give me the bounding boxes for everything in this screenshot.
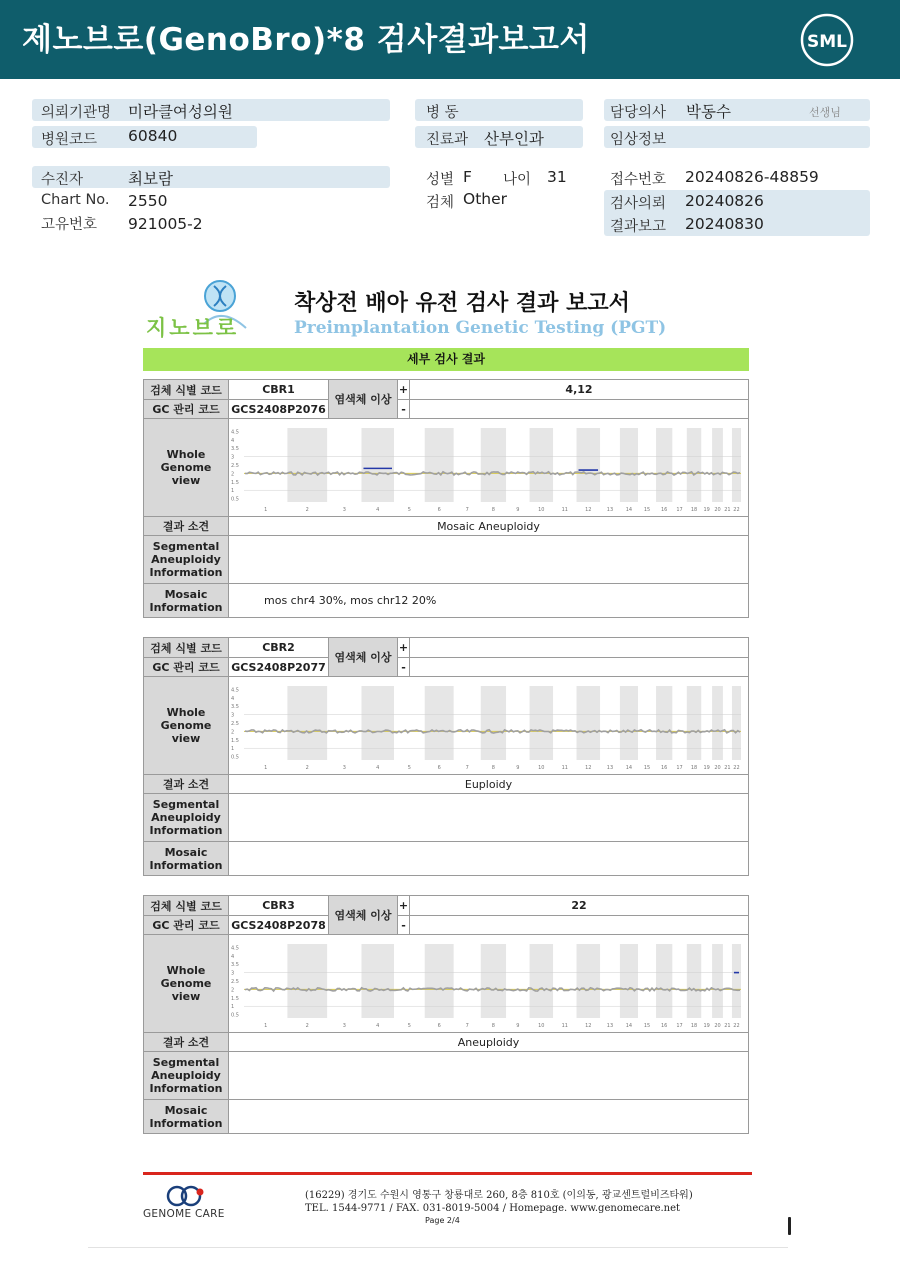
x-tick-label: 17 xyxy=(676,1022,683,1029)
chromosome-band xyxy=(687,428,701,502)
report-label: 결과보고 xyxy=(610,219,667,235)
chromosome-band xyxy=(361,944,394,1018)
y-tick-label: 4.5 xyxy=(231,428,239,435)
x-tick-label: 20 xyxy=(714,1022,721,1029)
result-table xyxy=(143,637,749,876)
y-tick-label: 1.5 xyxy=(231,479,239,486)
x-tick-label: 9 xyxy=(516,764,520,771)
sex-value: F xyxy=(463,168,472,186)
x-tick-label: 17 xyxy=(676,764,683,771)
unique-no-value: 921005-2 xyxy=(128,215,203,233)
x-tick-label: 19 xyxy=(703,1022,710,1029)
y-tick-label: 0.5 xyxy=(231,1012,239,1019)
loss-value xyxy=(410,658,749,677)
x-tick-label: 21 xyxy=(724,506,731,513)
chart-no-label: Chart No. xyxy=(41,192,110,208)
pgt-subtitle: Preimplantation Genetic Testing (PGT) xyxy=(294,318,667,338)
chromosome-band xyxy=(287,428,327,502)
age-label: 나이 xyxy=(503,172,532,188)
chromosome-band xyxy=(687,686,701,760)
x-tick-label: 1 xyxy=(264,764,268,771)
segmental-label: Segmental Aneuploidy Information xyxy=(144,536,229,584)
x-tick-label: 19 xyxy=(703,764,710,771)
x-tick-label: 13 xyxy=(606,764,614,771)
report-title: 제노브로(GenoBro)*8 검사결과보고서 xyxy=(22,22,590,58)
x-tick-label: 8 xyxy=(491,764,495,771)
x-tick-label: 3 xyxy=(342,506,346,513)
result-table xyxy=(143,379,749,618)
y-tick-label: 2 xyxy=(231,470,235,477)
y-tick-label: 3.5 xyxy=(231,703,239,710)
y-tick-label: 1 xyxy=(231,487,235,494)
specimen-code-value: CBR1 xyxy=(229,380,329,400)
specimen-code-value: CBR3 xyxy=(229,896,329,916)
x-tick-label: 15 xyxy=(643,764,651,771)
contact-line: TEL. 1544-9771 / FAX. 031-8019-5004 / Homepage. www.genomecare.net xyxy=(305,1203,681,1214)
result-label: 결과 소견 xyxy=(144,1033,229,1052)
receipt-value: 20240826-48859 xyxy=(685,168,819,186)
y-tick-label: 4 xyxy=(231,953,235,960)
x-tick-label: 21 xyxy=(724,1022,731,1029)
x-tick-label: 11 xyxy=(561,764,568,771)
x-tick-label: 10 xyxy=(538,764,545,771)
y-tick-label: 2.5 xyxy=(231,720,239,727)
x-tick-label: 1 xyxy=(264,506,268,513)
gc-code-value: GCS2408P2078 xyxy=(229,916,329,935)
segmental-value xyxy=(229,536,749,584)
x-tick-label: 6 xyxy=(437,506,441,513)
y-tick-label: 1.5 xyxy=(231,737,239,744)
loss-sign: - xyxy=(398,916,410,935)
sml-logo-text: SML xyxy=(807,32,847,52)
y-tick-label: 2 xyxy=(231,728,235,735)
x-tick-label: 3 xyxy=(342,764,346,771)
chromosome-band xyxy=(287,686,327,760)
chromosome-band xyxy=(530,428,553,502)
result-label: 결과 소견 xyxy=(144,517,229,536)
y-tick-label: 3.5 xyxy=(231,961,239,968)
x-tick-label: 4 xyxy=(376,764,380,771)
x-tick-label: 14 xyxy=(625,506,633,513)
x-tick-label: 12 xyxy=(585,764,592,771)
chromosome-band xyxy=(620,944,638,1018)
whole-genome-plot xyxy=(229,677,749,775)
loss-value xyxy=(410,916,749,935)
chromosome-band xyxy=(530,686,553,760)
x-tick-label: 11 xyxy=(561,1022,568,1029)
chromosome-band xyxy=(481,428,506,502)
y-tick-label: 1.5 xyxy=(231,995,239,1002)
x-tick-label: 5 xyxy=(407,764,411,771)
x-tick-label: 4 xyxy=(376,506,380,513)
x-tick-label: 3 xyxy=(342,1022,346,1029)
mosaic-label: Mosaic Information xyxy=(144,1100,229,1134)
chromosome-band xyxy=(656,428,672,502)
doctor-label: 담당의사 xyxy=(610,105,667,121)
whole-genome-label: Whole Genome view xyxy=(144,419,229,517)
doctor-suffix: 선생님 xyxy=(809,106,841,119)
footer-address xyxy=(305,1186,693,1214)
subject-label: 수진자 xyxy=(41,172,84,188)
institution-value: 미라클여성의원 xyxy=(128,103,233,121)
chromosome-band xyxy=(361,686,394,760)
pgt-title: 착상전 배아 유전 검사 결과 보고서 xyxy=(294,291,630,316)
x-tick-label: 21 xyxy=(724,764,731,771)
x-tick-label: 20 xyxy=(714,506,721,513)
gain-sign: + xyxy=(398,380,410,400)
x-tick-label: 13 xyxy=(606,1022,614,1029)
whole-genome-plot xyxy=(229,935,749,1033)
y-tick-label: 4.5 xyxy=(231,686,239,693)
y-tick-label: 0.5 xyxy=(231,496,239,503)
result-block xyxy=(143,637,749,876)
unique-no-label: 고유번호 xyxy=(41,217,98,233)
whole-genome-label: Whole Genome view xyxy=(144,935,229,1033)
segmental-value xyxy=(229,1052,749,1100)
mosaic-label: Mosaic Information xyxy=(144,584,229,618)
mosaic-value xyxy=(229,842,749,876)
company-name: GENOME CARE xyxy=(143,1208,225,1220)
x-tick-label: 8 xyxy=(491,1022,495,1029)
x-tick-label: 17 xyxy=(676,506,683,513)
loss-sign: - xyxy=(398,658,410,677)
x-tick-label: 7 xyxy=(465,506,469,513)
x-tick-label: 15 xyxy=(643,1022,651,1029)
x-tick-label: 22 xyxy=(733,764,740,771)
chromosome-band xyxy=(732,686,741,760)
gc-code-label: GC 관리 코드 xyxy=(144,658,229,677)
gain-value: 22 xyxy=(410,896,749,916)
x-tick-label: 9 xyxy=(516,506,520,513)
x-tick-label: 10 xyxy=(538,506,545,513)
segmental-label: Segmental Aneuploidy Information xyxy=(144,1052,229,1100)
subject-value: 최보람 xyxy=(128,170,173,188)
chromosome-band xyxy=(361,428,394,502)
specimen-code-label: 검체 식별 코드 xyxy=(144,638,229,658)
address-line: (16229) 경기도 수원시 영통구 창룡대로 260, 8층 810호 (이의동, 광교센트럴비즈타워) xyxy=(305,1190,693,1201)
gain-sign: + xyxy=(398,896,410,916)
chrom-abnormal-label: 염색체 이상 xyxy=(329,638,398,677)
segmental-value xyxy=(229,794,749,842)
bottom-divider xyxy=(88,1247,788,1248)
genome-plot-svg xyxy=(229,936,749,1032)
x-tick-label: 14 xyxy=(625,764,633,771)
gc-code-label: GC 관리 코드 xyxy=(144,916,229,935)
chromosome-band xyxy=(481,944,506,1018)
chromosome-band xyxy=(687,944,701,1018)
loss-value xyxy=(410,400,749,419)
gc-code-label: GC 관리 코드 xyxy=(144,400,229,419)
x-tick-label: 5 xyxy=(407,506,411,513)
x-tick-label: 22 xyxy=(733,506,740,513)
specimen-code-value: CBR2 xyxy=(229,638,329,658)
chromosome-band xyxy=(577,428,600,502)
x-tick-label: 6 xyxy=(437,1022,441,1029)
chromosome-band xyxy=(481,686,506,760)
mosaic-value xyxy=(229,1100,749,1134)
chromosome-band xyxy=(732,944,741,1018)
x-tick-label: 1 xyxy=(264,1022,268,1029)
result-finding: Aneuploidy xyxy=(229,1033,749,1052)
x-tick-label: 7 xyxy=(465,764,469,771)
y-tick-label: 0.5 xyxy=(231,754,239,761)
x-tick-label: 16 xyxy=(661,764,668,771)
y-tick-label: 3 xyxy=(231,712,235,719)
sml-logo xyxy=(799,12,855,68)
specimen-code-label: 검체 식별 코드 xyxy=(144,380,229,400)
result-finding: Mosaic Aneuploidy xyxy=(229,517,749,536)
result-block xyxy=(143,895,749,1134)
department-value: 산부인과 xyxy=(484,130,544,148)
chromosome-band xyxy=(620,428,638,502)
x-tick-label: 6 xyxy=(437,764,441,771)
x-tick-label: 18 xyxy=(690,764,698,771)
x-tick-label: 4 xyxy=(376,1022,380,1029)
hospital-code-label: 병원코드 xyxy=(41,132,98,148)
x-tick-label: 12 xyxy=(585,1022,592,1029)
x-tick-label: 11 xyxy=(561,506,568,513)
section-banner: 세부 검사 결과 xyxy=(143,348,749,371)
y-tick-label: 3 xyxy=(231,970,235,977)
specimen-label: 검체 xyxy=(426,195,455,211)
footer-divider xyxy=(143,1172,752,1175)
x-tick-label: 15 xyxy=(643,506,651,513)
chrom-abnormal-label: 염색체 이상 xyxy=(329,380,398,419)
genobro-logo-text: 지노브로 xyxy=(146,316,240,340)
x-tick-label: 16 xyxy=(661,506,668,513)
x-tick-label: 18 xyxy=(690,506,698,513)
result-block xyxy=(143,379,749,618)
x-tick-label: 9 xyxy=(516,1022,520,1029)
gain-sign: + xyxy=(398,638,410,658)
gc-code-value: GCS2408P2076 xyxy=(229,400,329,419)
chromosome-band xyxy=(577,686,600,760)
chromosome-band xyxy=(712,686,723,760)
whole-genome-plot xyxy=(229,419,749,517)
gain-value xyxy=(410,638,749,658)
x-tick-label: 10 xyxy=(538,1022,545,1029)
y-tick-label: 3.5 xyxy=(231,445,239,452)
result-table xyxy=(143,895,749,1134)
x-tick-label: 8 xyxy=(491,506,495,513)
x-tick-label: 5 xyxy=(407,1022,411,1029)
sex-label: 성별 xyxy=(426,172,455,188)
doctor-value: 박동수 xyxy=(686,103,731,121)
x-tick-label: 20 xyxy=(714,764,721,771)
x-tick-label: 14 xyxy=(625,1022,633,1029)
chart-no-value: 2550 xyxy=(128,192,168,210)
chromosome-band xyxy=(425,428,454,502)
specimen-code-label: 검체 식별 코드 xyxy=(144,896,229,916)
clinical-info-label: 임상정보 xyxy=(610,132,667,148)
y-tick-label: 4 xyxy=(231,437,235,444)
genome-plot-svg xyxy=(229,420,749,516)
x-tick-label: 2 xyxy=(305,506,309,513)
department-label: 진료과 xyxy=(426,132,469,148)
whole-genome-label: Whole Genome view xyxy=(144,677,229,775)
y-tick-label: 1 xyxy=(231,745,235,752)
y-tick-label: 3 xyxy=(231,454,235,461)
chromosome-band xyxy=(425,944,454,1018)
x-tick-label: 13 xyxy=(606,506,614,513)
y-tick-label: 2 xyxy=(231,986,235,993)
mosaic-value: mos chr4 30%, mos chr12 20% xyxy=(229,584,749,618)
request-label: 검사의뢰 xyxy=(610,196,667,212)
chromosome-band xyxy=(425,686,454,760)
y-tick-label: 4 xyxy=(231,695,235,702)
hospital-code-value: 60840 xyxy=(128,127,178,145)
x-tick-label: 16 xyxy=(661,1022,668,1029)
chromosome-band xyxy=(656,686,672,760)
y-tick-label: 2.5 xyxy=(231,978,239,985)
y-tick-label: 1 xyxy=(231,1003,235,1010)
age-value: 31 xyxy=(547,168,567,186)
chromosome-band xyxy=(577,944,600,1018)
mosaic-label: Mosaic Information xyxy=(144,842,229,876)
chromosome-band xyxy=(287,944,327,1018)
chromosome-band xyxy=(732,428,741,502)
chromosome-band xyxy=(656,944,672,1018)
y-tick-label: 2.5 xyxy=(231,462,239,469)
x-tick-label: 2 xyxy=(305,764,309,771)
chromosome-band xyxy=(712,944,723,1018)
x-tick-label: 22 xyxy=(733,1022,740,1029)
chrom-abnormal-label: 염색체 이상 xyxy=(329,896,398,935)
request-value: 20240826 xyxy=(685,192,764,210)
x-tick-label: 2 xyxy=(305,1022,309,1029)
chromosome-band xyxy=(620,686,638,760)
genome-plot-svg xyxy=(229,678,749,774)
x-tick-label: 12 xyxy=(585,506,592,513)
edge-mark xyxy=(788,1217,791,1235)
chromosome-band xyxy=(712,428,723,502)
page-number: Page 2/4 xyxy=(425,1216,460,1225)
y-tick-label: 4.5 xyxy=(231,944,239,951)
x-tick-label: 18 xyxy=(690,1022,698,1029)
chromosome-band xyxy=(530,944,553,1018)
gain-value: 4,12 xyxy=(410,380,749,400)
report-header xyxy=(0,0,900,79)
result-label: 결과 소견 xyxy=(144,775,229,794)
x-tick-label: 7 xyxy=(465,1022,469,1029)
x-tick-label: 19 xyxy=(703,506,710,513)
receipt-label: 접수번호 xyxy=(610,172,667,188)
institution-label: 의뢰기관명 xyxy=(41,105,112,121)
specimen-value: Other xyxy=(463,190,508,208)
ward-label: 병 동 xyxy=(426,105,459,121)
loss-sign: - xyxy=(398,400,410,419)
segmental-label: Segmental Aneuploidy Information xyxy=(144,794,229,842)
result-finding: Euploidy xyxy=(229,775,749,794)
report-value: 20240830 xyxy=(685,215,764,233)
gc-code-value: GCS2408P2077 xyxy=(229,658,329,677)
